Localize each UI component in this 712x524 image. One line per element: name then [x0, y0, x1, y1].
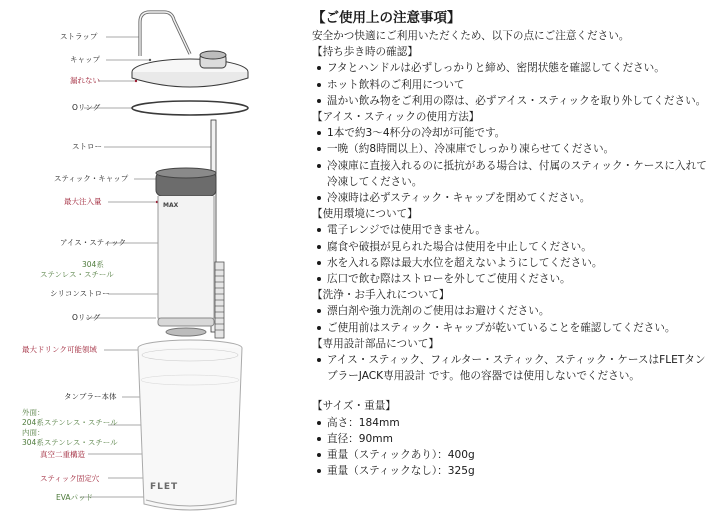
section-ice-stick	[312, 109, 708, 206]
list-item: 1本で約3～4杯分の冷却が可能です。	[312, 125, 708, 141]
section-list	[312, 352, 708, 384]
notes-intro: 安全かつ快適にご利用いただくため、以下の点にご注意ください。	[312, 30, 630, 42]
section-heading: 【使用環境について】	[312, 208, 418, 221]
section-list	[312, 125, 708, 206]
section-list	[312, 415, 708, 480]
section-heading: 【洗浄・お手入れについて】	[312, 289, 450, 302]
parts	[132, 12, 248, 510]
label-strap: ストラップ	[60, 32, 98, 41]
ice-stick-shape	[158, 196, 214, 322]
spec-height: 高さ：184mm	[312, 415, 708, 431]
cap-rim	[132, 72, 248, 87]
section-list	[312, 303, 708, 335]
spec-weight-with-stick: 重量（スティックあり）：400g	[312, 447, 708, 463]
strap-highlight	[140, 12, 190, 56]
label-stick-cap: スティック・キャップ	[54, 174, 129, 183]
list-item: 一晩（約8時間以上）、冷凍庫でしっかり凍らせてください。	[312, 141, 708, 157]
label-max-drink: 最大ドリンク可能領域	[22, 345, 97, 354]
list-item: 漂白剤や強力洗剤のご使用はお避けください。	[312, 303, 708, 319]
label-ice-stick: アイス・スティック	[60, 238, 126, 247]
label-silicone-straw: シリコンストロー	[50, 289, 110, 298]
exploded-diagram	[0, 0, 300, 524]
section-environment	[312, 206, 708, 287]
section-heading: 【アイス・スティックの使用方法】	[312, 111, 480, 124]
label-steel-304-b: ステンレス・スチール	[40, 270, 114, 279]
list-item: アイス・スティック、フィルター・スティック、スティック・ケースはFLETタンブラーJACK専用設計 です。他の容器では使用しないでください。	[312, 352, 708, 384]
oring-top-shape	[132, 101, 248, 115]
spec-weight-without-stick: 重量（スティックなし）：325g	[312, 463, 708, 479]
label-inner: 内面：	[22, 428, 45, 437]
list-item: ホット飲料のご利用について	[312, 77, 708, 93]
label-oring-bottom: Oリング	[72, 313, 101, 322]
list-item: 冷凍庫に直接入れるのに抵抗がある場合は、付属のスティック・ケースに入れて冷凍してください。	[312, 158, 708, 190]
list-item: ご使用前はスティック・キャップが乾いていることを確認してください。	[312, 320, 708, 336]
list-item: 冷凍時は必ずスティック・キャップを閉めてください。	[312, 190, 708, 206]
list-item: 電子レンジでは使用できません。	[312, 222, 708, 238]
section-heading: 【サイズ・重量】	[312, 400, 396, 413]
list-item: 水を入れる際は最大水位を超えないようにしてください。	[312, 255, 708, 271]
section-cleaning	[312, 287, 708, 336]
label-max-fill: 最大注入量	[64, 197, 102, 206]
list-item: フタとハンドルは必ずしっかりと締め、密閉状態を確認してください。	[312, 60, 708, 76]
label-body: タンブラー本体	[64, 392, 117, 401]
label-steel-304-a: 304系	[82, 260, 104, 269]
notes-title: 【ご使用上の注意事項】	[312, 10, 461, 26]
section-list	[312, 60, 708, 109]
spec-diameter: 直径：90mm	[312, 431, 708, 447]
flet-logo: FLET	[150, 482, 179, 492]
list-item: 広口で飲む際はストローを外してご使用ください。	[312, 271, 708, 287]
section-heading: 【専用設計部品について】	[312, 337, 439, 350]
label-outer: 外面：	[22, 408, 45, 417]
list-item: 温かい飲み物をご利用の際は、必ずアイス・スティックを取り外してください。	[312, 93, 708, 109]
strap-shape	[140, 12, 190, 56]
label-inner-desc: 304系ステンレス・スチール	[22, 438, 118, 447]
label-outer-desc: 204系ステンレス・スチール	[22, 418, 118, 427]
section-specs	[312, 398, 708, 479]
list-item: 腐食や破損が見られた場合は使用を中止してください。	[312, 239, 708, 255]
section-carrying	[312, 44, 708, 109]
label-leakproof: 漏れない	[70, 76, 100, 85]
label-oring-top: Oリング	[72, 103, 101, 112]
label-straw: ストロー	[72, 142, 102, 151]
label-cap: キャップ	[70, 55, 100, 64]
label-stick-hole: スティック固定穴	[40, 474, 100, 483]
max-mark: MAX	[163, 202, 179, 209]
label-eva: EVAパッド	[56, 493, 94, 502]
label-vacuum: 真空二重構造	[40, 450, 85, 459]
usage-notes	[312, 8, 708, 479]
section-list	[312, 222, 708, 287]
section-dedicated-parts	[312, 336, 708, 385]
section-heading: 【持ち歩き時の確認】	[312, 46, 418, 59]
